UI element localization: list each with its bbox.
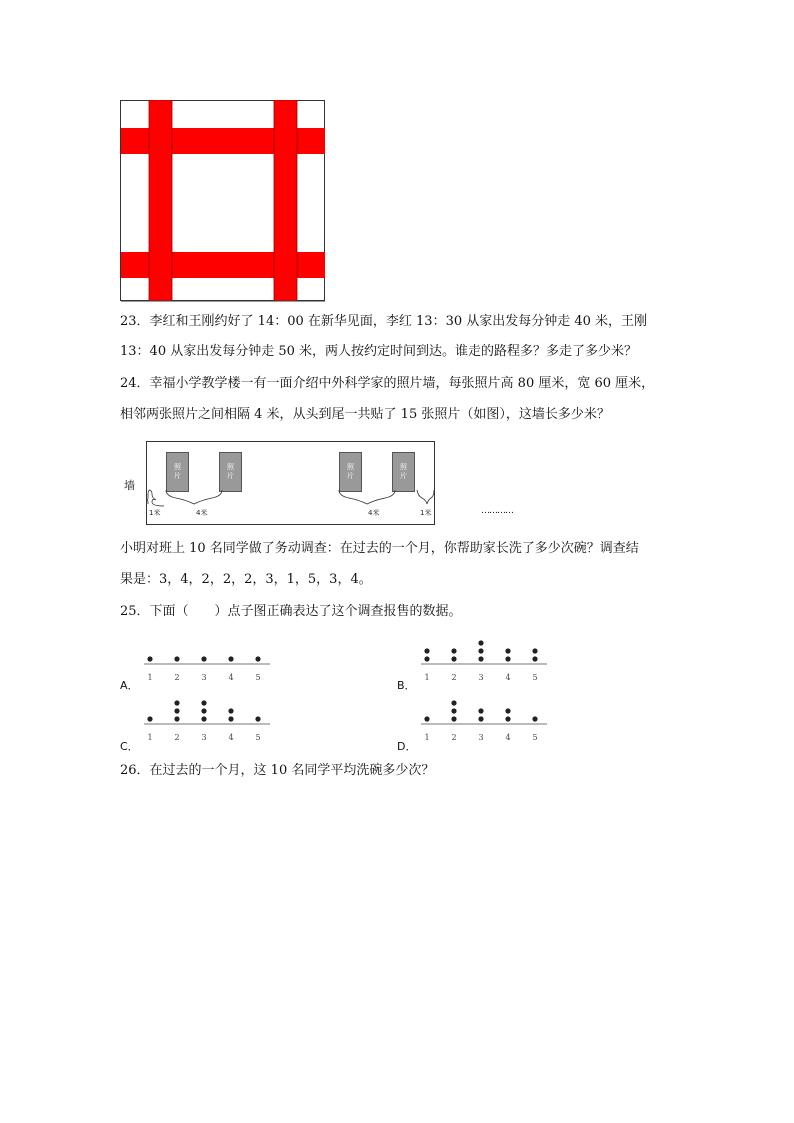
dot xyxy=(201,716,206,721)
dot xyxy=(532,648,537,653)
tick-label: 4 xyxy=(505,733,511,742)
gap-left-label: 1米 xyxy=(149,509,161,517)
dot xyxy=(174,716,179,721)
survey-line1: 小明对班上 10 名同学做了务动调查：在过去的一个月，你帮助家长洗了多少次碗？调查结 xyxy=(120,541,639,556)
dot xyxy=(451,656,456,661)
dot xyxy=(201,656,206,661)
option-b-label: B． xyxy=(397,679,416,692)
dot xyxy=(532,716,537,721)
photo-3: 照 片 xyxy=(339,452,362,492)
gap-mid-right-label: 4米 xyxy=(368,509,380,517)
tick-label: 2 xyxy=(451,733,457,742)
tick-label: 4 xyxy=(505,673,511,682)
dot xyxy=(478,640,483,645)
dot xyxy=(147,656,152,661)
gap-mid-left-label: 4米 xyxy=(196,509,208,517)
option-c-label: C． xyxy=(120,740,139,753)
survey-line2: 果是：3，4，2，2，2，3，1，5，3，4。 xyxy=(120,572,372,587)
option-d-label: D． xyxy=(397,740,417,753)
ribbon-vertical-right xyxy=(274,100,297,301)
dot xyxy=(505,648,510,653)
tick-label: 4 xyxy=(228,673,234,682)
tick-label: 1 xyxy=(147,673,153,682)
dot xyxy=(505,716,510,721)
q25-text: 25．下面（ ）点子图正确表达了这个调查报售的数据。 xyxy=(120,604,462,619)
photo-1: 照 片 xyxy=(166,452,189,492)
wall-braces xyxy=(146,488,446,512)
q23-line2: 13：40 从家出发每分钟走 50 米，两人按约定时间到达。谁走的路程多？多走了多少米？ xyxy=(120,344,638,359)
dot xyxy=(228,708,233,713)
tick-label: 3 xyxy=(478,673,484,682)
q26-text: 26．在过去的一个月，这 10 名同学平均洗碗多少次？ xyxy=(120,763,435,778)
dot xyxy=(532,656,537,661)
tick-label: 1 xyxy=(424,673,430,682)
wall-diagram xyxy=(146,441,435,525)
dot xyxy=(174,708,179,713)
tick-label: 3 xyxy=(201,733,207,742)
dot-plot-c xyxy=(140,690,276,746)
dot xyxy=(478,708,483,713)
tick-label: 5 xyxy=(255,733,261,742)
dot xyxy=(228,716,233,721)
dot xyxy=(255,716,260,721)
dot xyxy=(505,656,510,661)
dot xyxy=(228,656,233,661)
tick-label: 5 xyxy=(255,673,261,682)
tick-label: 2 xyxy=(451,673,457,682)
dot xyxy=(424,648,429,653)
tick-label: 2 xyxy=(174,733,180,742)
dot xyxy=(174,700,179,705)
dot xyxy=(478,716,483,721)
tick-label: 5 xyxy=(532,733,538,742)
wall-ellipsis: ………… xyxy=(481,506,513,516)
q24-line2: 相邻两张照片之间相隔 4 米，从头到尾一共贴了 15 张照片（如图），这墙长多少米？ xyxy=(120,407,610,422)
ribbon-vertical-left xyxy=(149,100,172,301)
dot xyxy=(451,648,456,653)
q23-line1: 23．李红和王刚约好了 14：00 在新华见面，李红 13：30 从家出发每分钟走 40 米，王刚 xyxy=(120,314,648,329)
tick-label: 3 xyxy=(201,673,207,682)
dot xyxy=(451,700,456,705)
tick-label: 1 xyxy=(147,733,153,742)
option-a-label: A． xyxy=(120,679,139,692)
tick-label: 1 xyxy=(424,733,430,742)
dot xyxy=(424,656,429,661)
photo-2: 照 片 xyxy=(219,452,242,492)
dot xyxy=(201,700,206,705)
gap-right-label: 1米 xyxy=(420,509,432,517)
dot xyxy=(478,656,483,661)
dot-plot-a xyxy=(140,630,276,686)
dot xyxy=(505,708,510,713)
dot xyxy=(451,708,456,713)
dot xyxy=(201,708,206,713)
tick-label: 5 xyxy=(532,673,538,682)
dot xyxy=(147,716,152,721)
dot xyxy=(174,656,179,661)
wall-label: 墙 xyxy=(124,479,135,492)
q24-line1: 24．幸福小学教学楼一有一面介绍中外科学家的照片墙，每张照片高 80 厘米，宽 60 厘米， xyxy=(120,376,655,391)
tick-label: 2 xyxy=(174,673,180,682)
dot xyxy=(424,716,429,721)
tick-label: 4 xyxy=(228,733,234,742)
dot-plot-b xyxy=(417,630,553,686)
tick-label: 3 xyxy=(478,733,484,742)
dot-plot-d xyxy=(417,690,553,746)
ribbon-figure xyxy=(120,100,326,302)
dot xyxy=(451,716,456,721)
dot xyxy=(478,648,483,653)
dot xyxy=(255,656,260,661)
photo-4: 照 片 xyxy=(392,452,415,492)
